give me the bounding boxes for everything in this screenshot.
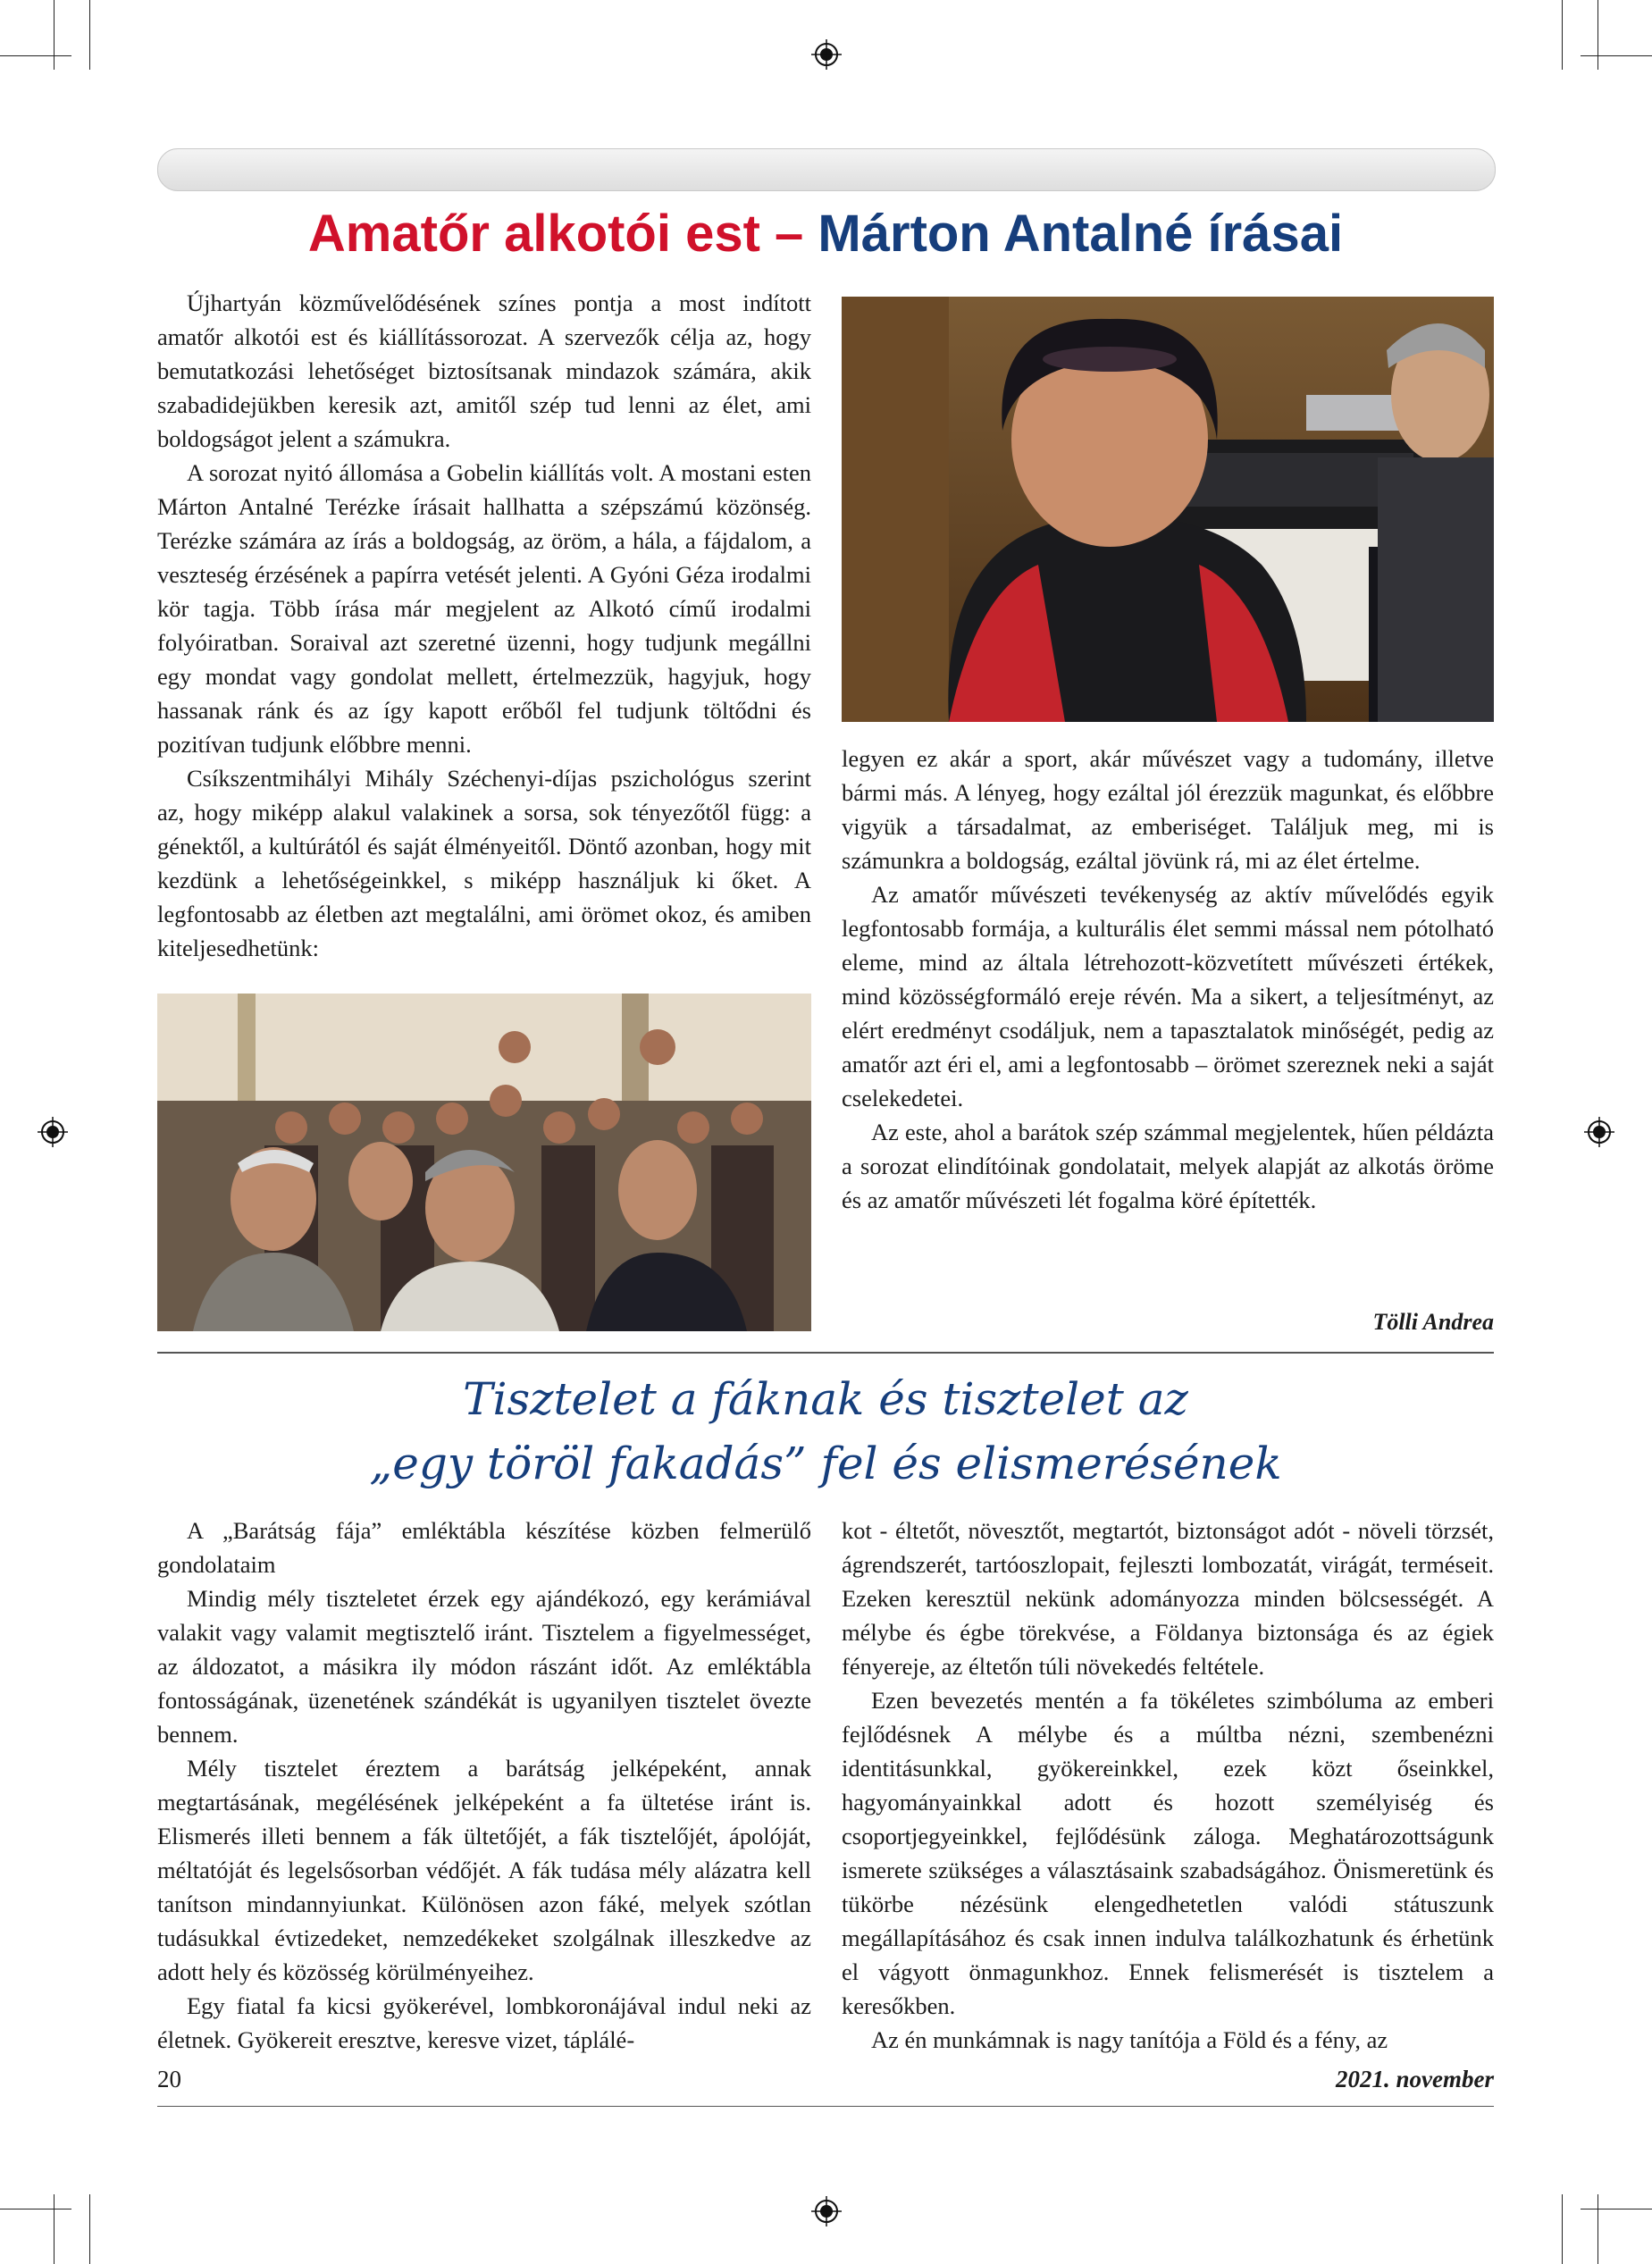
photo-author-reading bbox=[842, 297, 1494, 722]
paragraph: Az este, ahol a barátok szép számmal megjelentek, hűen példázta a sorozat elindítóinak gondolatait, melyek alapját az alkotás öröme és az amatőr művészeti lét fogalma köré építették. bbox=[842, 1119, 1494, 1213]
paragraph: Csíkszentmihályi Mihály Széchenyi-díjas pszichológus szerint az, hogy miképp alakul valakinek a sorsa, sok tényezőtől függ: a génektől, a kultúrától és saját élményeitől. Döntő azonban, hogy mit kezdünk a lehetőségeinkkel, s miképp használjuk ki őket. A legfontosabb az életben azt megtalálni, ami örömet okoz, és amiben kiteljesedhetünk: bbox=[157, 765, 811, 961]
paragraph: legyen ez akár a sport, akár művészet vagy a tudomány, illetve bármi más. A lényeg, hogy ezáltal jól érezzük magunkat, és előbbre vigyük a társadalmat, az emberiséget. Találjuk meg, mi is számunkra a boldogság, ezáltal jövünk rá, mi az élet értelme. bbox=[842, 745, 1494, 874]
paragraph: Ezen bevezetés mentén a fa tökéletes szimbóluma az emberi fejlődésnek A mélybe és a múltba nézni, szembenézni identitásunkkal, gyökereinkkel, ezek közt őseinkkel, hagyományainkkal adott és hozott személyiség és csoportjegyeinkkel, fejlődésünk záloga. Meghatározottságunk ismerete szükséges a választásaink szabadságához. Önismeretünk és tükörbe nézésünk elengedhetetlen valódi státuszunk megállapításához és csak innen indulva találkozhatunk és érhetünk el vágyott önmagunkhoz. Ennek felismerését is tisztelem a keresőkben. bbox=[842, 1687, 1494, 2019]
article1-title-blue: Márton Antalné írásai bbox=[818, 205, 1344, 263]
page-number: 20 bbox=[157, 2066, 181, 2092]
header-bar bbox=[157, 148, 1496, 191]
article2-title bbox=[157, 1367, 1494, 1496]
article-divider bbox=[157, 1352, 1494, 1354]
crop-mark bbox=[1597, 2194, 1598, 2264]
paragraph: Mindig mély tiszteletet érzek egy ajándékozó, egy kerámiával valakit vagy valamit megtisztelő iránt. Tisztelem a figyelmességet, az áldozatot, a másikra ily módon rászánt időt. Az emléktábla fontosságának, üzenetének szándékát is ugyanilyen tisztelet övezte bennem. bbox=[157, 1585, 811, 1748]
registration-mark-icon bbox=[811, 2196, 842, 2226]
article2-right-column bbox=[842, 1514, 1494, 2057]
article1-author: Tölli Andrea bbox=[1372, 1309, 1494, 1335]
article1-title bbox=[157, 198, 1494, 270]
crop-mark bbox=[1562, 2194, 1563, 2264]
crop-mark bbox=[1581, 55, 1652, 56]
paragraph: A „Barátság fája” emléktábla készítése közben felmerülő gondolataim bbox=[157, 1517, 811, 1578]
crop-mark bbox=[89, 2194, 90, 2264]
photo-audience bbox=[157, 994, 811, 1331]
registration-mark-icon bbox=[1584, 1117, 1614, 1147]
issue-date: 2021. november bbox=[1336, 2066, 1494, 2092]
photo-author-reading-image bbox=[842, 297, 1494, 722]
paragraph: Újhartyán közművelődésének színes pontja a most indított amatőr alkotói est és kiállítássorozat. A szervezők célja az, hogy bemutatkozási lehetőséget biztosítsanak mindazok számára, akik szabadidejükben keresik azt, amitől szép tud lenni az élet, ami boldogságot jelent a számukra. bbox=[157, 289, 811, 452]
crop-mark bbox=[54, 0, 55, 70]
photo-audience-image bbox=[157, 994, 811, 1331]
registration-mark-icon bbox=[38, 1117, 68, 1147]
paragraph: kot - éltetőt, növesztőt, megtartót, biztonságot adót - növeli törzsét, ágrendszerét, tartóoszlopait, fejleszti lombozatát, virágát, terméseit. Ezeken keresztül nekünk adományozza minden bölcsességét. A mélybe és égbe törekvése, a Földanya biztonsága és az égiek fényereje, az éltetőn túli növekedés feltétele. bbox=[842, 1517, 1494, 1680]
crop-mark bbox=[0, 55, 71, 56]
paragraph: A sorozat nyitó állomása a Gobelin kiállítás volt. A mostani esten Márton Antalné Terézke írásait hallhatta a szépszámú közönség. Terézke számára az írás a boldogság, az öröm, a hála, a fájdalom, a veszteség érzésének a papírra vetését jelenti. A Gyóni Géza irodalmi kör tagja. Több írása már megjelent az Alkotó című irodalmi folyóiratban. Soraival azt szeretné üzenni, hogy tudjunk megállni egy mondat vagy gondolat mellett, értelmezzük, hagyjuk, hogy hassanak ránk és az így kapott erőből fel tudjunk töltődni és pozitívan tudjunk előbbre menni. bbox=[157, 459, 811, 758]
article2-title-line1: Tisztelet a fáknak és tisztelet az bbox=[463, 1373, 1188, 1425]
article1-right-column bbox=[842, 742, 1494, 1217]
paragraph: Az én munkámnak is nagy tanítója a Föld és a fény, az bbox=[871, 2026, 1388, 2053]
crop-mark bbox=[1597, 0, 1598, 70]
paragraph: Mély tisztelet éreztem a barátság jelképeként, annak megtartásának, megélésének jelképeként a fa ültetése iránt is. Elismerés illeti bennem a fák ültetőjét, a fák tisztelőjét, ápolóját, méltatóját és legelsősorban védőjét. A fák tudása mély alázatra kell tanítson mindannyiunkat. Különösen azon fáké, melyek szótlan tudásukkal évtizedeket, nemzedékeket szolgálnak illeszkedve az adott hely és közösség körülményeihez. bbox=[157, 1755, 811, 1985]
crop-mark bbox=[89, 0, 90, 70]
paragraph: Egy fiatal fa kicsi gyökerével, lombkoronájával indul neki az életnek. Gyökereit eresztve, keresve vizet, táplálé- bbox=[157, 1992, 811, 2053]
article2-title-line2: „egy töröl fakadás” fel és elismerésének bbox=[369, 1438, 1282, 1489]
article1-left-column bbox=[157, 286, 811, 965]
paragraph: Az amatőr művészeti tevékenység az aktív művelődés egyik legfontosabb formája, a kulturális élet semmi mással nem pótolható eleme, mind az általa létrehozott-közvetített művészeti értékek, mind közösségformáló ereje révén. Ma a sikert, a teljesítményt, az elért eredményt csodáljuk, nem a tapasztalatok minőségét, pedig az amatőr azt éri el, ami a legfontosabb – örömet szereznek neki a saját cselekedetei. bbox=[842, 881, 1494, 1111]
crop-mark bbox=[54, 2194, 55, 2264]
article2-left-column bbox=[157, 1514, 811, 2057]
registration-mark-icon bbox=[811, 39, 842, 70]
footer-divider bbox=[157, 2106, 1494, 2107]
article1-title-red: Amatőr alkotói est – bbox=[307, 205, 804, 263]
crop-mark bbox=[1562, 0, 1563, 70]
